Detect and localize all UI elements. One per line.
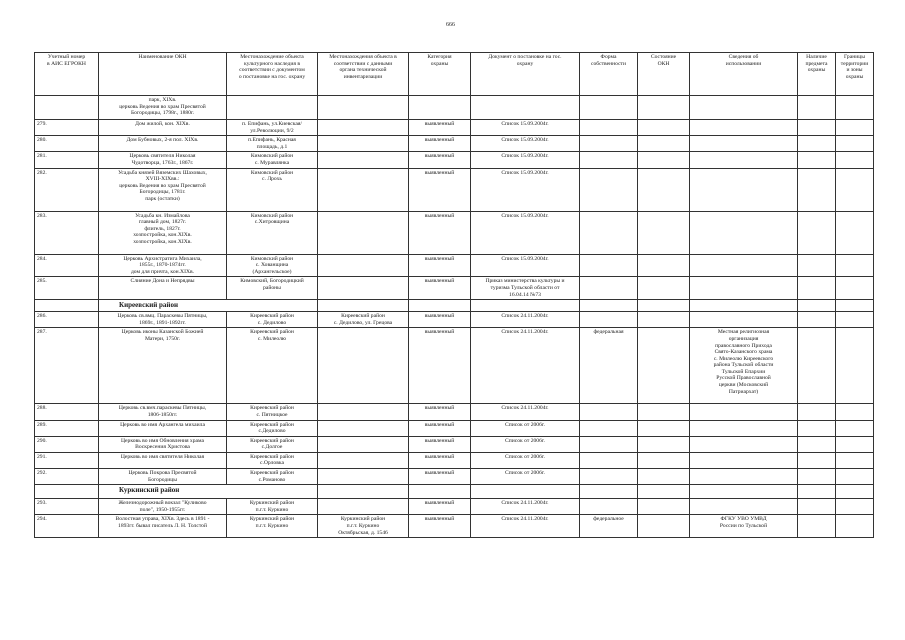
table-cell: выявленный <box>409 515 471 538</box>
table-cell <box>580 404 638 420</box>
table-cell <box>318 499 409 515</box>
table-cell: Церковь во имя святителя Николая <box>99 452 227 468</box>
table-cell: Кимовский район с. Лрохь <box>227 168 318 211</box>
column-header: Местонахождения объекта в соответствии с данными органа технической инвентаризации <box>318 53 409 96</box>
table-cell <box>318 328 409 404</box>
table-cell <box>409 300 471 312</box>
table-cell: Усадьба кн. Измайлова главный дом, 1827г. флигель, 1827г. хозпостройка, кон.XIXв. хозпостройка, кон.XIXв. <box>99 211 227 254</box>
table-cell <box>836 420 874 436</box>
section-row <box>35 300 874 312</box>
table-cell <box>318 211 409 254</box>
table-cell: ФГКУ УВО УМВД России по Тульской <box>690 515 798 538</box>
table-cell: Куркинский район п.г.т. Куркино <box>227 499 318 515</box>
table-cell <box>580 436 638 452</box>
table-cell <box>638 436 690 452</box>
table-cell <box>836 485 874 499</box>
table-cell <box>580 300 638 312</box>
table-row <box>35 152 874 168</box>
table-cell: Кимовский район с. Муравлянка <box>227 152 318 168</box>
table-cell <box>638 136 690 152</box>
table-cell: Церковь Покрова Пресвятой Богородицы <box>99 469 227 485</box>
table-cell: выявленный <box>409 420 471 436</box>
column-header: Учетный номер в АИС ЕГРОКН <box>35 53 99 96</box>
column-header: Границы территории и зоны охраны <box>836 53 874 96</box>
table-cell <box>580 96 638 120</box>
table-row <box>35 120 874 136</box>
table-cell <box>638 312 690 328</box>
table-cell: Список от 2006г. <box>471 469 580 485</box>
table-cell <box>580 469 638 485</box>
table-row <box>35 254 874 277</box>
table-row <box>35 277 874 300</box>
table-cell: Список 15.09.2004г. <box>471 152 580 168</box>
column-header: Местонахождение объекта культурного наследия в соответствии с документом о постановке на гос. охрану <box>227 53 318 96</box>
table-cell <box>690 120 798 136</box>
row-number-cell: 284. <box>35 254 99 277</box>
table-cell <box>580 485 638 499</box>
table-cell: выявленный <box>409 312 471 328</box>
column-header: Наименование ОКН <box>99 53 227 96</box>
table-cell <box>580 120 638 136</box>
table-cell <box>836 152 874 168</box>
table-cell <box>318 404 409 420</box>
table-cell <box>836 277 874 300</box>
table-cell <box>638 96 690 120</box>
table-cell <box>638 211 690 254</box>
table-cell <box>409 485 471 499</box>
table-cell: Список 24.11.2004г. <box>471 499 580 515</box>
table-cell <box>836 452 874 468</box>
table-cell: выявленный <box>409 328 471 404</box>
table-row <box>35 136 874 152</box>
table-row <box>35 328 874 404</box>
row-number-cell: 288. <box>35 404 99 420</box>
section-row <box>35 485 874 499</box>
table-cell <box>836 211 874 254</box>
table-cell <box>471 300 580 312</box>
table-cell <box>318 96 409 120</box>
table-cell <box>798 469 836 485</box>
row-number-cell: 289. <box>35 420 99 436</box>
table-cell: Список от 2006г. <box>471 452 580 468</box>
table-cell: Киреевский район с.Дедилово <box>227 420 318 436</box>
column-header: Форма собственности <box>580 53 638 96</box>
table-cell: п.Епифань, Красная площадь, д.1 <box>227 136 318 152</box>
table-cell <box>638 420 690 436</box>
table-cell <box>690 485 798 499</box>
table-cell <box>690 499 798 515</box>
table-cell <box>638 515 690 538</box>
table-cell: выявленный <box>409 436 471 452</box>
table-row <box>35 168 874 211</box>
table-cell: выявленный <box>409 499 471 515</box>
table-cell: выявленный <box>409 277 471 300</box>
row-number-cell: 292. <box>35 469 99 485</box>
row-number-cell: 285. <box>35 277 99 300</box>
table-row <box>35 499 874 515</box>
table-cell <box>471 485 580 499</box>
table-cell <box>638 499 690 515</box>
table-cell: выявленный <box>409 168 471 211</box>
table-cell <box>580 312 638 328</box>
table-cell: Местная религиозная организация православного Прихода Свято-Казанского храма с. Милеолю Киреевского района Тульской области Тульской Епархии Русской Православной церкви (Московский Патриархат) <box>690 328 798 404</box>
table-cell: Усадьба князей Вяземских Шаховых, XVIII-XIXвв.: церковь Ведения во храм Пресвятой Богородицы, 1781г. парк (остатки) <box>99 168 227 211</box>
table-cell <box>836 96 874 120</box>
table-cell <box>798 300 836 312</box>
table-cell: Приказ министерства культуры и туризма Тульской области от 16.04.14 №73 <box>471 277 580 300</box>
table-cell: Киреевский район с. Милеолю <box>227 328 318 404</box>
table-cell: Список 15.09.2004г. <box>471 168 580 211</box>
table-cell: выявленный <box>409 452 471 468</box>
table-cell <box>690 300 798 312</box>
table-row <box>35 452 874 468</box>
table-cell <box>690 277 798 300</box>
table-cell: Церковь Архистратига Михаила, 1855г., 1870-1874гг. дом для причта, кон.XIXв. <box>99 254 227 277</box>
table-cell: Церковь св.вмц. Параскевы Пятницы, 1869г., 1891-1892гг. <box>99 312 227 328</box>
column-header: Категория охраны <box>409 53 471 96</box>
table-cell <box>580 420 638 436</box>
table-cell: Церковь иконы Казанской Божией Матери, 1750г. <box>99 328 227 404</box>
table-cell <box>798 152 836 168</box>
table-cell: Список от 2006г. <box>471 436 580 452</box>
table-cell <box>580 152 638 168</box>
table-cell <box>798 515 836 538</box>
table-cell <box>638 168 690 211</box>
table-cell <box>798 404 836 420</box>
table-cell <box>836 136 874 152</box>
table-cell <box>798 277 836 300</box>
table-cell: Дом Бубновых, 2-я пол. XIXв. <box>99 136 227 152</box>
table-cell <box>798 436 836 452</box>
table-cell <box>318 452 409 468</box>
table-cell <box>690 168 798 211</box>
table-cell: Список 15.09.2004г. <box>471 254 580 277</box>
section-spacer <box>35 300 99 312</box>
table-cell: Киреевский район с. Дедилово, ул. Грецова <box>318 312 409 328</box>
table-cell: выявленный <box>409 136 471 152</box>
table-cell <box>690 152 798 168</box>
okn-register-table <box>34 52 874 538</box>
table-cell <box>836 404 874 420</box>
table-row <box>35 420 874 436</box>
table-cell: п. Епифань, ул.Киевская/ ул.Революции, 9/2 <box>227 120 318 136</box>
row-number-cell <box>35 96 99 120</box>
table-cell: Железнодорожный вокзал "Куликово поле", 1950-1955гг. <box>99 499 227 515</box>
table-cell: Киреевский район с.Романово <box>227 469 318 485</box>
table-cell <box>318 300 409 312</box>
table-cell <box>580 136 638 152</box>
table-cell <box>318 485 409 499</box>
table-cell: Кимовский, Богородицкий районы <box>227 277 318 300</box>
row-number-cell: 282. <box>35 168 99 211</box>
table-cell: Куркинский район п.г.т. Куркино <box>227 515 318 538</box>
table-cell <box>638 328 690 404</box>
table-cell: Список 24.11.2004г. <box>471 515 580 538</box>
table-cell: выявленный <box>409 404 471 420</box>
table-cell <box>690 211 798 254</box>
table-cell: Кимовский район с.Хитровщина <box>227 211 318 254</box>
section-title: Куркинский район <box>99 485 318 499</box>
table-cell <box>638 469 690 485</box>
table-cell <box>798 211 836 254</box>
table-cell: Церковь во имя Обновления храма Воскресения Христова <box>99 436 227 452</box>
table-cell <box>318 168 409 211</box>
row-number-cell: 291. <box>35 452 99 468</box>
table-cell <box>318 436 409 452</box>
table-cell <box>638 404 690 420</box>
row-number-cell: 294. <box>35 515 99 538</box>
row-number-cell: 281. <box>35 152 99 168</box>
table-cell <box>690 254 798 277</box>
table-cell <box>318 469 409 485</box>
table-cell: выявленный <box>409 254 471 277</box>
table-cell <box>798 452 836 468</box>
table-cell <box>798 254 836 277</box>
table-cell <box>836 168 874 211</box>
row-number-cell: 280. <box>35 136 99 152</box>
table-cell: выявленный <box>409 120 471 136</box>
table-cell <box>638 152 690 168</box>
row-number-cell: 293. <box>35 499 99 515</box>
table-cell <box>638 452 690 468</box>
table-cell <box>638 120 690 136</box>
table-cell: Церковь святителя Николая Чудотворца, 1763г., 1867г. <box>99 152 227 168</box>
column-header: Состояние ОКН <box>638 53 690 96</box>
section-spacer <box>35 485 99 499</box>
table-cell: Церковь св.вмч.параскевы Пятницы, 1806-1850гг. <box>99 404 227 420</box>
table-cell <box>798 136 836 152</box>
table-cell <box>638 485 690 499</box>
table-cell <box>798 499 836 515</box>
table-cell <box>580 452 638 468</box>
table-row <box>35 211 874 254</box>
table-cell <box>798 420 836 436</box>
section-title: Киреевский район <box>99 300 318 312</box>
table-cell: Киреевский район с.Орловка <box>227 452 318 468</box>
table-cell <box>690 436 798 452</box>
table-cell <box>836 300 874 312</box>
table-cell: федеральная <box>580 328 638 404</box>
column-header: Наличие предмета охраны <box>798 53 836 96</box>
table-cell: Киреевский район с.Долгое <box>227 436 318 452</box>
table-cell <box>580 499 638 515</box>
table-cell <box>318 420 409 436</box>
table-cell: Киреевский район с. Пятницкое <box>227 404 318 420</box>
table-cell <box>638 277 690 300</box>
table-cell: выявленный <box>409 469 471 485</box>
column-header: Сведения об использовании <box>690 53 798 96</box>
table-row <box>35 436 874 452</box>
table-cell <box>318 136 409 152</box>
table-cell <box>836 328 874 404</box>
table-row <box>35 96 874 120</box>
table-cell <box>690 96 798 120</box>
table-cell: Кимовский район с. Хованщина (Архангельское) <box>227 254 318 277</box>
table-cell: выявленный <box>409 211 471 254</box>
row-number-cell: 286. <box>35 312 99 328</box>
table-cell <box>798 168 836 211</box>
table-cell <box>836 499 874 515</box>
row-number-cell: 290. <box>35 436 99 452</box>
table-cell <box>798 120 836 136</box>
table-cell <box>690 452 798 468</box>
table-cell <box>318 254 409 277</box>
table-cell <box>690 420 798 436</box>
table-cell <box>690 312 798 328</box>
table-cell <box>580 211 638 254</box>
row-number-cell: 279. <box>35 120 99 136</box>
table-cell: Список 15.09.2004г. <box>471 211 580 254</box>
table-cell: Список 24.11.2004г. <box>471 404 580 420</box>
table-cell <box>227 96 318 120</box>
table-cell <box>471 96 580 120</box>
table-cell: Волостная управа, XIXв. Здесь в 1891 - 1893гг. бывал писатель Л. Н. Толстой <box>99 515 227 538</box>
table-cell <box>638 254 690 277</box>
table-cell: выявленный <box>409 152 471 168</box>
table-cell <box>318 152 409 168</box>
table-cell <box>798 96 836 120</box>
table-cell: Куркинский район п.г.т. Куркино Октябрьская, д. 1546 <box>318 515 409 538</box>
table-header-row <box>35 53 874 96</box>
table-cell: Список от 2006г. <box>471 420 580 436</box>
table-cell: парк, XIXв. церковь Ведения во храм Пресвятой Богородицы, 1798г., 1880г. <box>99 96 227 120</box>
table-cell <box>690 404 798 420</box>
table-cell: Список 15.09.2004г. <box>471 136 580 152</box>
table-cell <box>798 485 836 499</box>
row-number-cell: 283. <box>35 211 99 254</box>
table-cell: Слияние Дона и Непрядвы <box>99 277 227 300</box>
table-cell: Дом жилой, кон. XIXв. <box>99 120 227 136</box>
table-cell <box>798 312 836 328</box>
table-row <box>35 312 874 328</box>
table-row <box>35 469 874 485</box>
table-cell: Киреевский район с. Дедилово <box>227 312 318 328</box>
table-cell <box>836 515 874 538</box>
table-cell <box>580 168 638 211</box>
row-number-cell: 287. <box>35 328 99 404</box>
table-cell <box>638 300 690 312</box>
table-row <box>35 404 874 420</box>
table-row <box>35 515 874 538</box>
table-cell: Список 24.11.2004г. <box>471 328 580 404</box>
table-cell <box>836 436 874 452</box>
table-cell: Список 15.09.2004г. <box>471 120 580 136</box>
table-cell <box>690 136 798 152</box>
table-cell <box>836 469 874 485</box>
table-cell <box>409 96 471 120</box>
table-cell: Список 24.11.2004г. <box>471 312 580 328</box>
table-cell: федеральное <box>580 515 638 538</box>
table-cell: Церковь во имя Архангела михаила <box>99 420 227 436</box>
table-cell <box>580 254 638 277</box>
table-cell <box>836 254 874 277</box>
table-cell <box>318 277 409 300</box>
table-cell <box>836 120 874 136</box>
page-number: 666 <box>446 22 455 28</box>
table-cell <box>580 277 638 300</box>
table-cell <box>798 328 836 404</box>
table-cell <box>318 120 409 136</box>
table-cell <box>836 312 874 328</box>
column-header: Документ о постановке на гос. охрану <box>471 53 580 96</box>
table-cell <box>690 469 798 485</box>
